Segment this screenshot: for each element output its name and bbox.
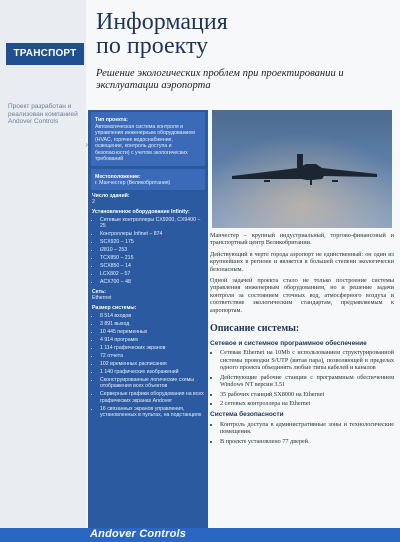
- section-heading: Описание системы:: [210, 323, 300, 335]
- list-item: • Серверные графики оборудования на всех графических экранах Andover: [100, 391, 204, 404]
- system-size-heading: Размер системы:: [92, 304, 137, 311]
- list-item: • Сетевые контроллеры CX9200, CX9400 – 25: [100, 217, 204, 230]
- list-item: • i2810 – 253: [100, 247, 204, 254]
- list-item: • Сконструированные логические схемы отображения всех объектов: [100, 377, 204, 390]
- project-type-heading: Тип проекта:: [95, 117, 128, 123]
- list-item: • Сетевая Ethernet на 10Mb с использованием структурированной системы проводки S/UTP (витая пара), позволяющей в пределах одного проекта объединять любые типы кабелей и каналов: [220, 349, 394, 371]
- list-item: • Действующие рабочие станции с программным обеспечением Windows NT версии 3.51: [220, 374, 394, 389]
- header: [96, 10, 396, 92]
- equipment-list: [92, 217, 204, 286]
- airplane-image: [212, 110, 392, 228]
- buildings-heading: Число зданий:: [92, 192, 130, 199]
- project-type-text: Автоматическая система контроля и управления инженерным оборудованием (HVAC, горячее водоснабжение, освещение, контроль доступа и безопасности) с учетом экологических требований: [95, 123, 195, 162]
- intro-paragraph-2: Действующий в черте города аэропорт не единственный: он один из крупнейших в регионе и является в большей степени экологически безопасным.: [210, 250, 394, 273]
- list-item: • SCX850 – 14: [100, 263, 204, 270]
- airplane-photo: [212, 110, 392, 228]
- list-item: • 16 связанных экранов управления, установленных в пультах, на подстанциях: [100, 406, 204, 419]
- equipment-section: [92, 209, 204, 286]
- list-item: • Контроллеры Infinet – 874: [100, 231, 204, 238]
- location-heading: Местоположение:: [95, 173, 141, 180]
- security-list: [210, 421, 394, 445]
- subheading-network: Сетевое и системное программное обеспечение: [210, 340, 367, 348]
- network-value: Ethernet: [92, 295, 112, 301]
- project-type-box: [91, 112, 205, 166]
- list-item: • 10 445 переменных: [100, 329, 204, 336]
- list-item: • 3 891 выход: [100, 321, 204, 328]
- list-item: • 102 временных расписания: [100, 361, 204, 368]
- list-item: • LCX802 – 57: [100, 271, 204, 278]
- list-item: • SCX920 – 175: [100, 239, 204, 246]
- list-item: • TCX850 – 215: [100, 255, 204, 262]
- intro-paragraph-3: Одной задачей проекта стало не только построение системы управления инженерным оборудованием, но и решение задачи контроля за состоянием сточных вод, атмосферного воздуха и соответствие экологическим стандартам, предъявляемым к аэропортам.: [210, 277, 394, 314]
- page-subtitle: Решение экологических проблем при проектировании и эксплуатации аэропорта: [96, 68, 344, 91]
- title-line-1: Информация: [96, 9, 228, 35]
- page-title: [96, 10, 396, 58]
- list-item: • 8 514 входов: [100, 313, 204, 320]
- project-info-panel: [88, 110, 208, 530]
- list-item: • 4 914 программ: [100, 337, 204, 344]
- network-heading: Сеть:: [92, 288, 107, 295]
- list-item: • 1 140 графических изображений: [100, 369, 204, 376]
- chevron-right-icon: ›: [85, 140, 88, 149]
- list-item: • ACX700 – 48: [100, 279, 204, 286]
- network-section: [92, 289, 204, 302]
- buildings-section: [92, 193, 204, 206]
- title-line-2: по проекту: [96, 33, 209, 59]
- list-item: • 2 сетевых контроллера на Ethernet: [220, 400, 394, 407]
- brand-logo-text: Andover Controls: [90, 528, 187, 540]
- article-body: [210, 232, 394, 449]
- location-item: г. Манчестер (Великобритания): [95, 180, 171, 186]
- subheading-security: Система безопасности: [210, 411, 284, 419]
- left-strip: [0, 0, 86, 542]
- list-item: • 35 рабочих станций SX8000 на Ethernet: [220, 391, 394, 398]
- list-item: • 72 отчета: [100, 353, 204, 360]
- location-box: [91, 169, 205, 190]
- buildings-value: 2: [92, 199, 95, 205]
- network-list: [210, 349, 394, 407]
- project-note: [8, 103, 88, 149]
- intro-paragraph-1: Манчестер – крупный индустриальный, торгово-финансовый и транспортный центр Великобритании.: [210, 232, 394, 247]
- section-badge: ТРАНСПОРТ: [6, 43, 84, 65]
- project-note-text: Проект разработан и реализован компанией Andover Controls: [8, 103, 78, 125]
- list-item: • Контроль доступа в административные зоны и технологические помещения.: [220, 421, 394, 436]
- system-size-list: [92, 313, 204, 419]
- equipment-heading: Установленное оборудование Infinity:: [92, 208, 190, 215]
- list-item: • В проекте установлено 77 дверей.: [220, 438, 394, 445]
- system-size-section: [92, 305, 204, 419]
- list-item: • 1 114 графических экранов: [100, 345, 204, 352]
- footer-bar: [0, 528, 400, 542]
